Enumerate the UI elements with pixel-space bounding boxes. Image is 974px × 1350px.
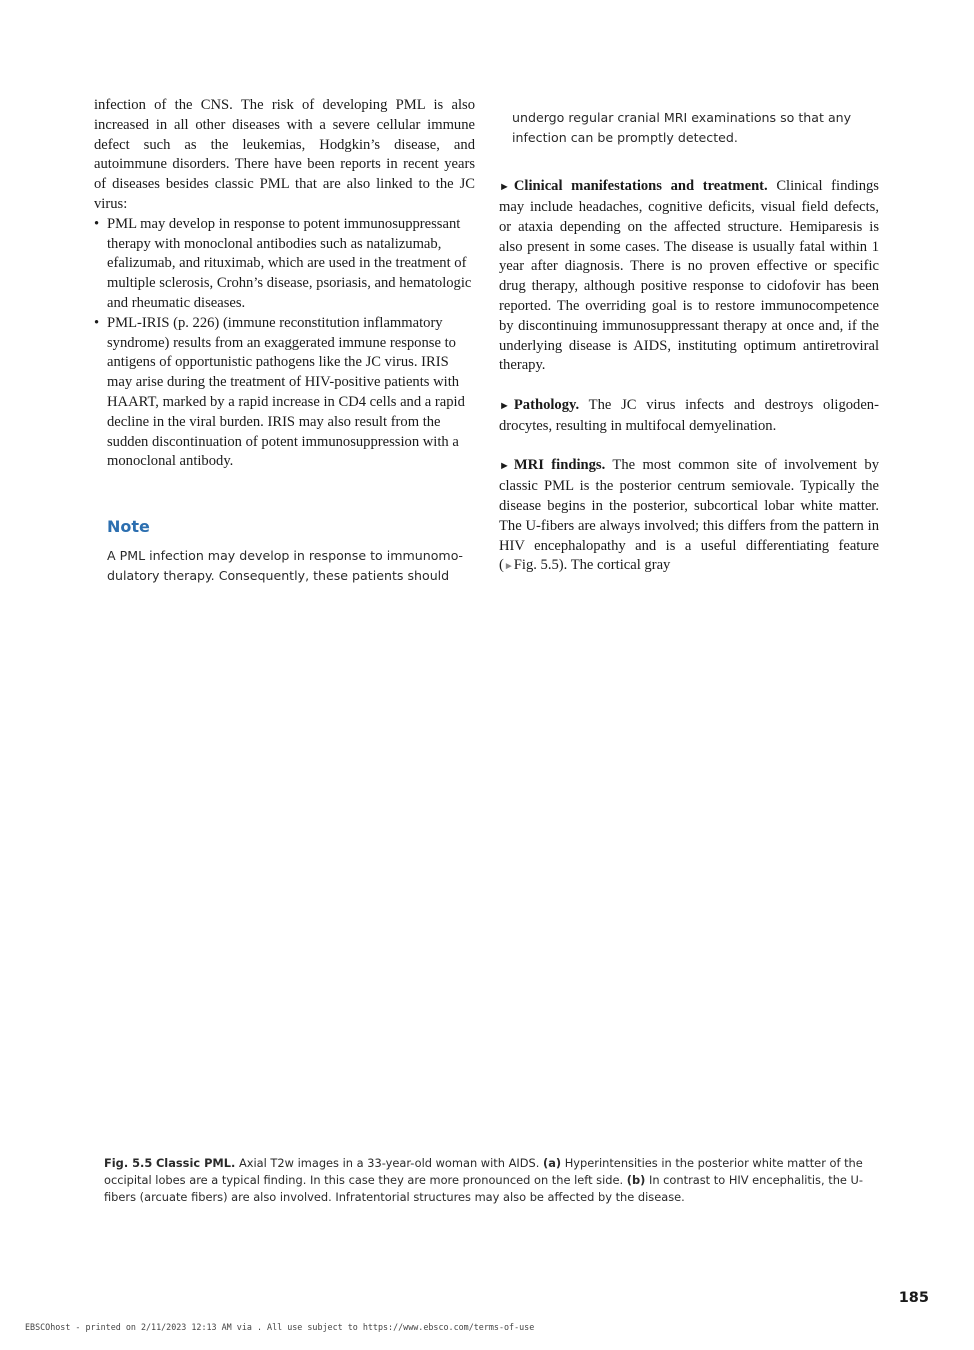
list-item: • PML may develop in response to potent immunosuppressant therapy with monoclonal antibodies such as natalizumab, efalizumab, and rituximab, which are used in the treatment of multiple sclerosis, Crohn’s disease, psoriasis, and hematologic and rheumatic diseases. (94, 215, 475, 314)
caption-text: Axial T2w images in a 33-year-old woman with AIDS. (238, 1156, 540, 1170)
caption-label: Fig. 5.5 (104, 1156, 153, 1170)
figure-caption (104, 1155, 872, 1207)
caption-part-b-label: (b) (626, 1173, 646, 1188)
section-arrow-icon: ► (499, 399, 510, 412)
note-title: Note (107, 517, 150, 536)
right-column (499, 108, 879, 597)
section-heading: Clinical manifestations and treatment. (513, 178, 768, 195)
note-box (107, 516, 469, 585)
figure-reference-link[interactable]: Fig. 5.5 (513, 557, 559, 574)
section-mri (499, 456, 879, 577)
section-text: The JC virus infects and destroys oligodendrocytes, resulting in multifocal demyelination. (499, 396, 879, 434)
page-number: 185 (898, 1290, 929, 1306)
section-arrow-icon: ► (499, 460, 510, 473)
section-text: The most common site of involvement by classic PML is the posterior centrum semiovale. Typically the disease begins in the posterior, subcortical lobar white matter. The U-fibers are always involved; this differs from the pattern in HIV encephalopathy and is a useful differentiating feature ( (499, 457, 879, 574)
caption-part-b-text: In contrast to HIV encephalitis, the U-fibers (arcuate fibers) are also involved. Infratentorial structures may also be affected by the disease. (104, 1173, 863, 1205)
figure-ref-arrow-icon: ► (503, 561, 514, 573)
caption-part-a-text: Hyperintensities in the posterior white matter of the occipital lobes are a typical finding. In this case they are more pronounced on the left side. (104, 1156, 863, 1188)
intro-paragraph: infection of the CNS. The risk of developing PML is also increased in all other diseases with a severe cellular immune defect such as the leukemias, Hodgkin’s disease, and autoimmune disorders. There have been reports in recent years of diseases besides classic PML that are also linked to the JC virus: (94, 97, 475, 212)
section-heading: Pathology. (513, 396, 580, 413)
caption-title: Classic PML. (155, 1156, 236, 1170)
left-column (94, 96, 475, 583)
section-text: Clinical findings may include headaches, cognitive deficits, visual field defects, or ataxia depending on the affected structure. Hemiparesis is also present in some cases. The disease is usually fatal within 1 year after diagnosis. There is no proven effective or specific drug therapy, although positive response to cidofovir has been reported. The overriding goal is to restore immunocompetence by discontinuing immunosuppressant therapy at once and, if the underlying disease is AIDS, instituting optimum antiretroviral therapy. (499, 178, 879, 374)
caption-part-a-label: (a) (543, 1156, 562, 1170)
list-item: • PML-IRIS (p. 226) (immune reconstitution inflammatory syndrome) results from an exaggerated immune response to antigens of opportunistic pathogens like the JC virus. IRIS may arise during the treatment of HIV-positive patients with HAART, marked by a rapid increase in CD4 cells and a rapid decline in the viral burden. IRIS may also result from the sudden discontinuation of potent immunosuppression with a monoclonal antibody. (94, 314, 475, 472)
bullet-list (94, 215, 475, 472)
section-arrow-icon: ► (499, 181, 510, 194)
section-clinical (499, 177, 879, 376)
print-footer: EBSCOhost - printed on 2/11/2023 12:13 AM via . All use subject to https://www.ebsco.com/terms-of-use (25, 1322, 535, 1332)
section-text-end: ). The cortical gray (558, 557, 671, 574)
note-text: A PML infection may develop in response to immunomodulatory therapy. Consequently, these patients should (107, 548, 463, 583)
section-pathology (499, 396, 879, 437)
section-heading: MRI findings. (513, 457, 606, 474)
note-continuation: undergo regular cranial MRI examinations so that any infection can be promptly detected. (512, 110, 852, 145)
